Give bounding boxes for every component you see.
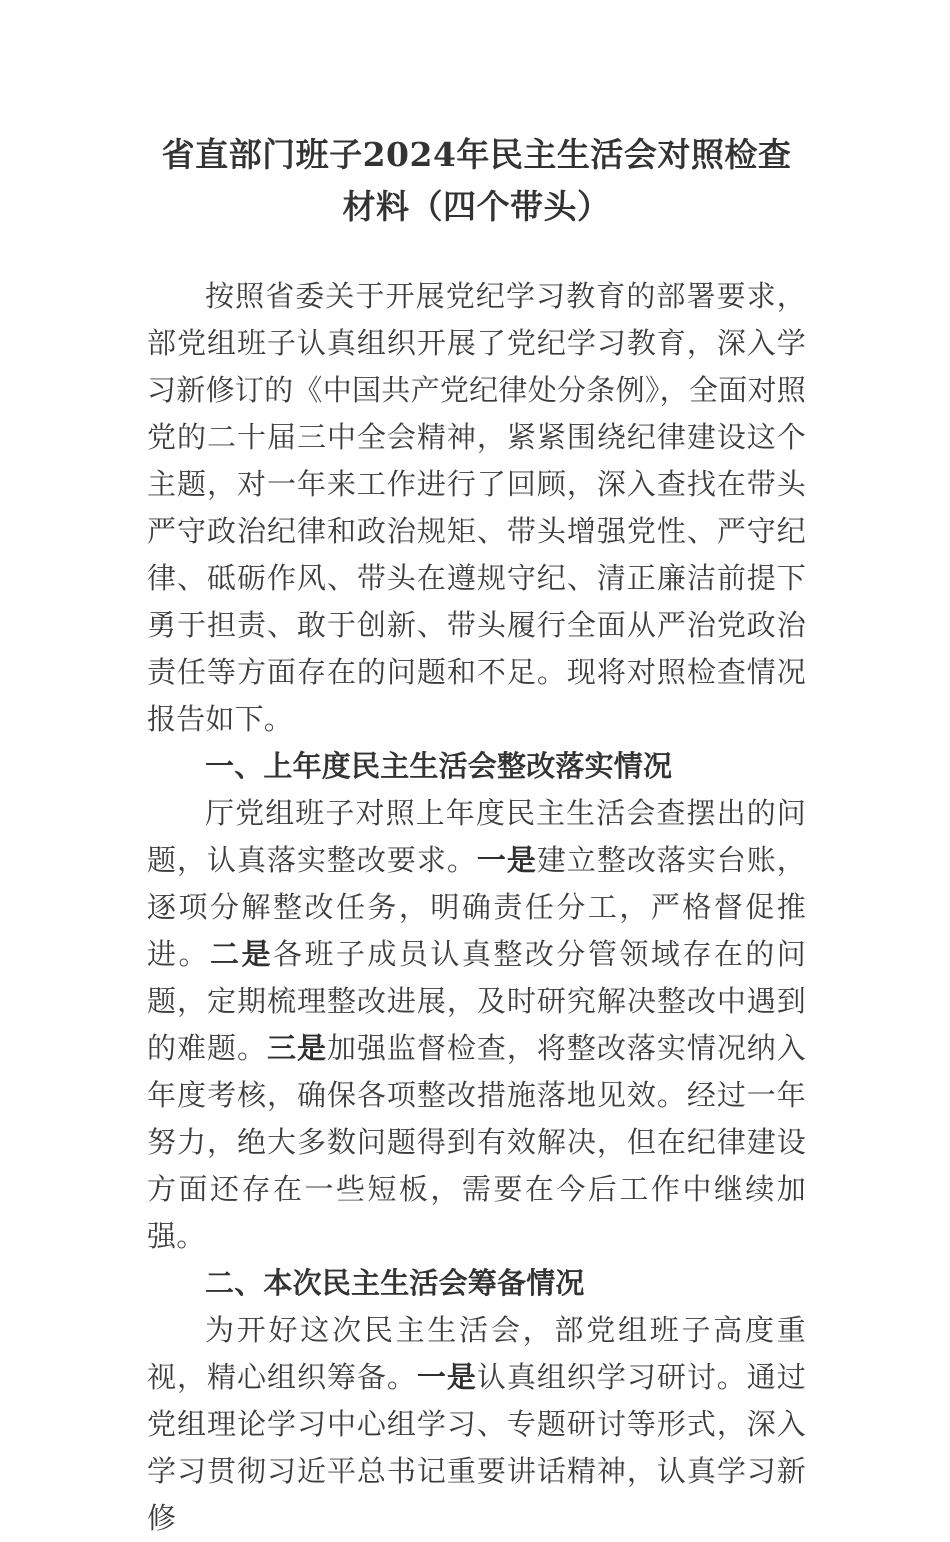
section-2-paragraph [147,1307,806,1542]
emphasis-run: 一是 [476,843,537,877]
section-heading-2: 二、本次民主生活会筹备情况 [205,1266,585,1300]
section-heading-1: 一、上年度民主生活会整改落实情况 [205,749,673,783]
emphasis-run: 一是 [416,1360,477,1394]
text-run: 认真组织学习研讨。通过党组理论学习中心组学习、专题研讨等形式，深入学习贯彻习近平总书记重要讲话精神，认真学习新修 [147,1360,806,1535]
text-run: 建立整改落实台账，逐项分解整改任务，明确责任分工，严格督促推进。 [147,843,806,971]
document-body [147,233,806,1542]
page-title: 省直部门班子2024年民主生活会对照检查材料（四个带头） [161,135,792,226]
text-run: 为开好这次民主生活会，部党组班子高度重视，精心组织筹备。 [147,1313,806,1394]
section-1-paragraph [147,790,806,1260]
text-run: 各班子成员认真整改分管领域存在的问题，定期梳理整改进展，及时研究解决整改中遇到的难题。 [147,937,806,1065]
emphasis-run: 二是 [209,937,273,971]
text-run: 加强监督检查，将整改落实情况纳入年度考核，确保各项整改措施落地见效。经过一年努力，绝大多数问题得到有效解决，但在纪律建设方面还存在一些短板，需要在今后工作中继续加强。 [147,1031,806,1253]
text-run: 厅党组班子对照上年度民主生活会查摆出的问题，认真落实整改要求。 [147,796,806,877]
emphasis-run: 三是 [266,1031,327,1065]
text-run: 按照省委关于开展党纪学习教育的部署要求，部党组班子认真组织开展了党纪学习教育，深入学习新修订的《中国共产党纪律处分条例》，全面对照党的二十届三中全会精神，紧紧围绕纪律建设这个主题，对一年来工作进行了回顾，深入查找在带头严守政治纪律和政治规矩、带头增强党性、严守纪律、砥砺作风、带头在遵规守纪、清正廉洁前提下勇于担责、敢于创新、带头履行全面从严治党政治责任等方面存在的问题和不足。现将对照检查情况报告如下。 [147,279,806,736]
intro-paragraph [147,273,806,743]
